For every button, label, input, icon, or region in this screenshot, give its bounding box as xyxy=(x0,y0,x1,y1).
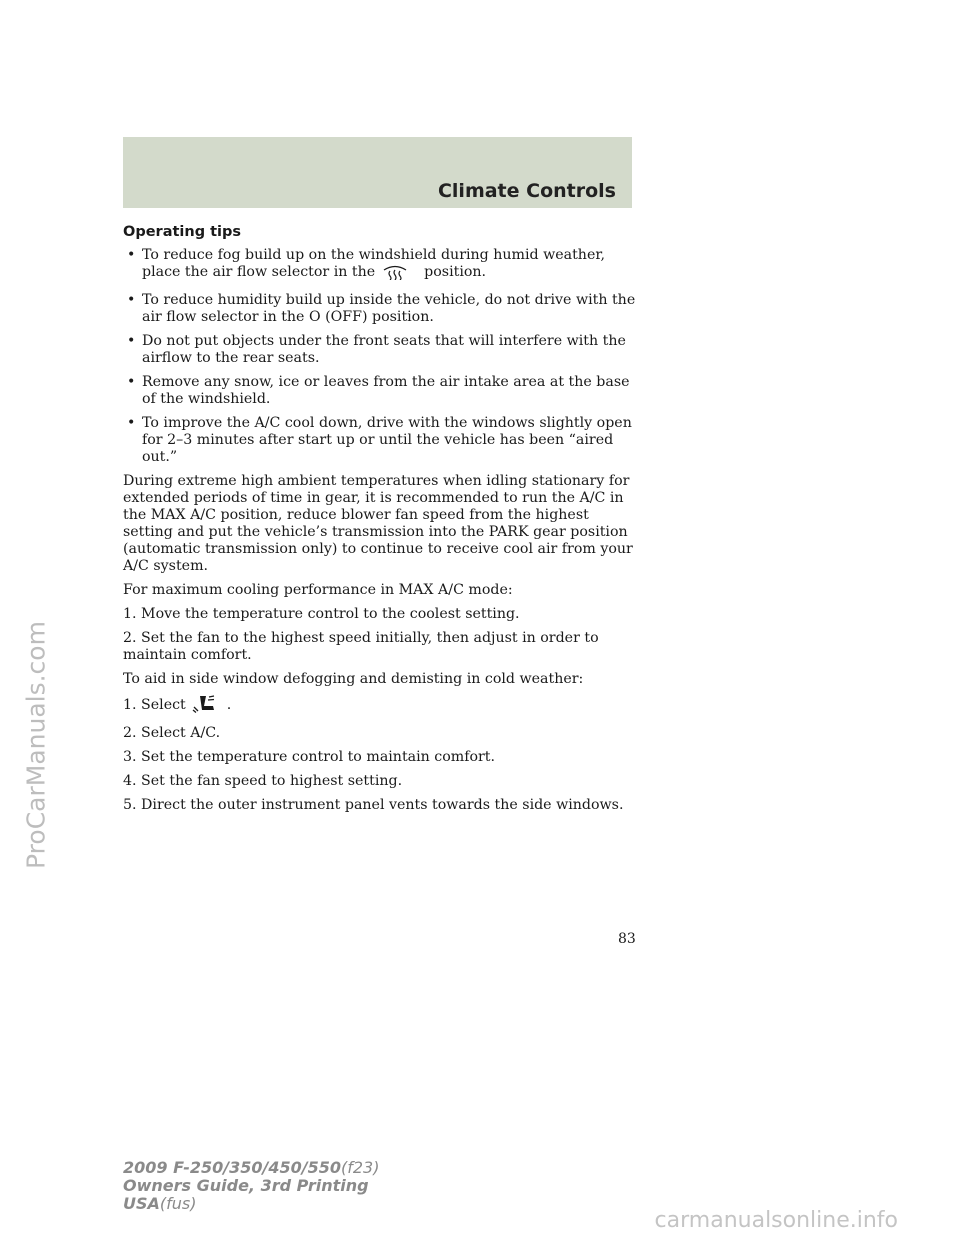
tip-text: To reduce fog build up on the windshield during humid weather, place the air flow selector in the xyxy=(142,247,606,280)
tips-list xyxy=(123,247,643,466)
section-title: Climate Controls xyxy=(437,180,616,202)
footer-line-2: Owners Guide, 3rd Printing xyxy=(123,1176,369,1195)
bullet: • xyxy=(127,292,136,308)
list-item xyxy=(123,415,643,466)
max-ac-step-2: 2. Set the fan to the highest speed initially, then adjust in order to maintain comfort. xyxy=(123,630,599,663)
paragraph-extreme-temps: During extreme high ambient temperatures when idling stationary for extended periods of time in gear, it is recommended to run the A/C in the MAX A/C position, reduce blower fan speed from the highest setting and put the vehicle’s transmission into the PARK gear position (automatic transmission only) to continue to receive cool air from your A/C system. xyxy=(123,473,633,574)
page-number: 83 xyxy=(618,931,636,947)
floor-defrost-icon xyxy=(192,695,216,718)
side-defog-step-1 xyxy=(123,695,643,718)
page-content xyxy=(123,224,643,821)
tip-text: To improve the A/C cool down, drive with the windows slightly open for 2–3 minutes after start up or until the vehicle has been “aired out.” xyxy=(142,415,632,465)
list-item xyxy=(123,247,643,285)
side-defog-step-3: 3. Set the temperature control to maintain comfort. xyxy=(123,749,496,765)
side-defog-step-5: 5. Direct the outer instrument panel vents towards the side windows. xyxy=(123,797,624,813)
bullet: • xyxy=(127,374,136,390)
side-defog-step-4: 4. Set the fan speed to highest setting. xyxy=(123,773,403,789)
list-item xyxy=(123,374,643,408)
section-header-band xyxy=(123,137,632,208)
footer-line-3 xyxy=(123,1195,379,1213)
footer-model-code: (f23) xyxy=(341,1158,380,1177)
bullet: • xyxy=(127,415,136,431)
subheading: Operating tips xyxy=(123,224,242,240)
step-text-end: . xyxy=(226,697,232,713)
bullet: • xyxy=(127,333,136,349)
step-text: 1. Select xyxy=(123,697,186,713)
footer-line-1 xyxy=(123,1159,379,1177)
tip-text-end: position. xyxy=(424,264,487,280)
bullet: • xyxy=(127,247,136,263)
footer xyxy=(123,1159,379,1213)
side-watermark-text: ProCarManuals.com xyxy=(21,621,51,869)
list-item xyxy=(123,292,643,326)
list-item xyxy=(123,333,643,367)
side-watermark xyxy=(14,485,58,1005)
max-ac-step-1: 1. Move the temperature control to the coolest setting. xyxy=(123,606,520,622)
footer-market-code: (fus) xyxy=(159,1194,197,1213)
paragraph-max-ac-intro: For maximum cooling performance in MAX A/C mode: xyxy=(123,582,513,598)
tip-text: To reduce humidity build up inside the vehicle, do not drive with the air flow selector in the O (OFF) position. xyxy=(142,292,636,325)
tip-text: Remove any snow, ice or leaves from the air intake area at the base of the windshield. xyxy=(142,374,630,407)
footer-market: USA xyxy=(123,1194,160,1213)
defrost-icon xyxy=(382,264,408,285)
footer-model: 2009 F-250/350/450/550 xyxy=(123,1158,341,1177)
side-defog-step-2: 2. Select A/C. xyxy=(123,725,221,741)
tip-text: Do not put objects under the front seats that will interfere with the airflow to the rear seats. xyxy=(142,333,626,366)
paragraph-side-defog-intro: To aid in side window defogging and demisting in cold weather: xyxy=(123,671,584,687)
site-watermark: carmanualsonline.info xyxy=(654,1208,898,1233)
